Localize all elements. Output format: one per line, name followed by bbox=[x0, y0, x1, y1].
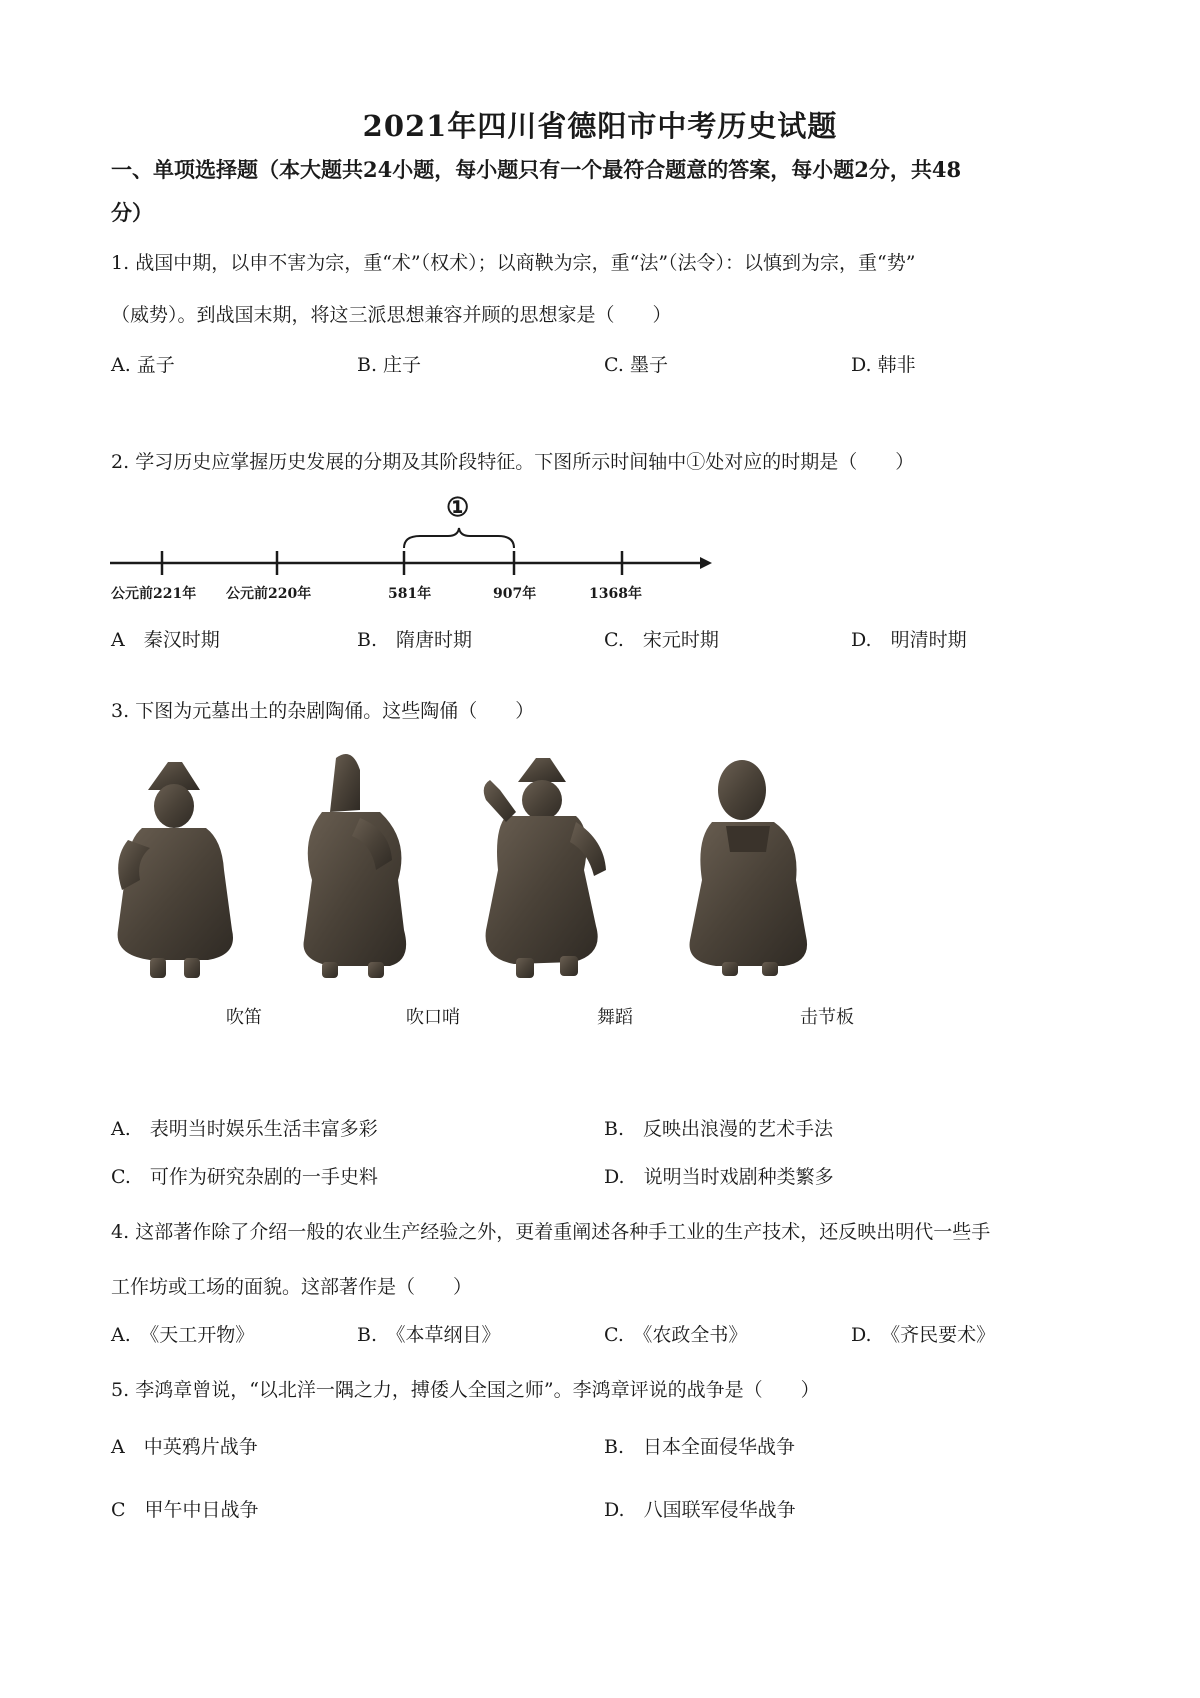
q2-option-d[interactable]: D. 明清时期 bbox=[851, 629, 967, 651]
timeline-marker: ① bbox=[446, 493, 470, 523]
figure-caption: 吹口哨 bbox=[406, 1007, 460, 1028]
figure-caption: 击节板 bbox=[800, 1007, 854, 1028]
q3-option-c[interactable]: C. 可作为研究杂剧的一手史料 bbox=[111, 1166, 378, 1188]
question-number: 3. bbox=[111, 700, 130, 722]
q4-option-a[interactable]: A. 《天工开物》 bbox=[111, 1324, 255, 1346]
figurine-whistler bbox=[304, 754, 407, 978]
q5-option-a[interactable]: A 中英鸦片战争 bbox=[111, 1436, 258, 1458]
q4-option-b[interactable]: B. 《本草纲目》 bbox=[357, 1324, 501, 1346]
question-4-line2: 工作坊或工场的面貌。这部著作是（ ） bbox=[111, 1276, 473, 1298]
timeline-tick-label: 581年 bbox=[388, 586, 432, 602]
q4-option-c[interactable]: C. 《农政全书》 bbox=[604, 1324, 748, 1346]
figurine-dancer bbox=[484, 758, 606, 978]
q5-option-c[interactable]: C 甲午中日战争 bbox=[111, 1499, 259, 1521]
question-number: 1. bbox=[111, 252, 130, 274]
question-text: 这部著作除了介绍一般的农业生产经验之外，更着重阐述各种手工业的生产技术，还反映出明代一些手 bbox=[135, 1221, 991, 1243]
q1-option-c[interactable]: C. 墨子 bbox=[604, 354, 668, 376]
question-number: 4. bbox=[111, 1221, 130, 1243]
question-text: 李鸿章曾说，“以北洋一隅之力，搏倭人全国之师”。李鸿章评说的战争是（ ） bbox=[135, 1379, 820, 1401]
q2-option-a[interactable]: A 秦汉时期 bbox=[111, 629, 220, 651]
q3-option-d[interactable]: D. 说明当时戏剧种类繁多 bbox=[604, 1166, 834, 1188]
page-title: 2021年四川省德阳市中考历史试题 bbox=[362, 109, 838, 143]
timeline-tick-label: 1368年 bbox=[589, 586, 642, 602]
q1-option-a[interactable]: A. 孟子 bbox=[111, 354, 175, 376]
q1-option-d[interactable]: D. 韩非 bbox=[851, 354, 916, 376]
q5-option-d[interactable]: D. 八国联军侵华战争 bbox=[604, 1499, 796, 1521]
timeline-tick-label: 907年 bbox=[493, 586, 537, 602]
q2-option-c[interactable]: C. 宋元时期 bbox=[604, 629, 719, 651]
q3-option-a[interactable]: A. 表明当时娱乐生活丰富多彩 bbox=[111, 1118, 378, 1140]
timeline-tick-label: 公元前220年 bbox=[226, 586, 312, 602]
q4-option-d[interactable]: D. 《齐民要术》 bbox=[851, 1324, 996, 1346]
figure-caption: 舞蹈 bbox=[597, 1007, 633, 1028]
question-1-line2: （威势）。到战国末期，将这三派思想兼容并顾的思想家是（ ） bbox=[111, 304, 672, 326]
section-heading-line1: 一、单项选择题（本大题共24小题，每小题只有一个最符合题意的答案，每小题2分，共48 bbox=[111, 157, 962, 182]
question-text: 战国中期，以申不害为宗，重“术”（权术）；以商鞅为宗，重“法”（法令）：以慎到为宗，重“势” bbox=[135, 252, 916, 274]
question-number: 2. bbox=[111, 451, 130, 473]
q3-option-b[interactable]: B. 反映出浪漫的艺术手法 bbox=[604, 1118, 834, 1140]
question-5-line1 bbox=[111, 1375, 820, 1402]
q2-option-b[interactable]: B. 隋唐时期 bbox=[357, 629, 473, 651]
q5-option-b[interactable]: B. 日本全面侵华战争 bbox=[604, 1436, 796, 1458]
figurine-clapper bbox=[690, 760, 808, 976]
section-heading-line2: 分） bbox=[111, 200, 153, 225]
question-4-line1 bbox=[111, 1217, 990, 1244]
q1-option-b[interactable]: B. 庄子 bbox=[357, 354, 422, 376]
figure-caption: 吹笛 bbox=[226, 1007, 262, 1028]
figurine-flute-player bbox=[118, 762, 233, 978]
question-text: 下图为元墓出土的杂剧陶俑。这些陶俑（ ） bbox=[135, 700, 535, 722]
question-number: 5. bbox=[111, 1379, 130, 1401]
question-text: 学习历史应掌握历史发展的分期及其阶段特征。下图所示时间轴中①处对应的时期是（ ） bbox=[135, 451, 915, 473]
timeline-tick-label: 公元前221年 bbox=[111, 586, 197, 602]
